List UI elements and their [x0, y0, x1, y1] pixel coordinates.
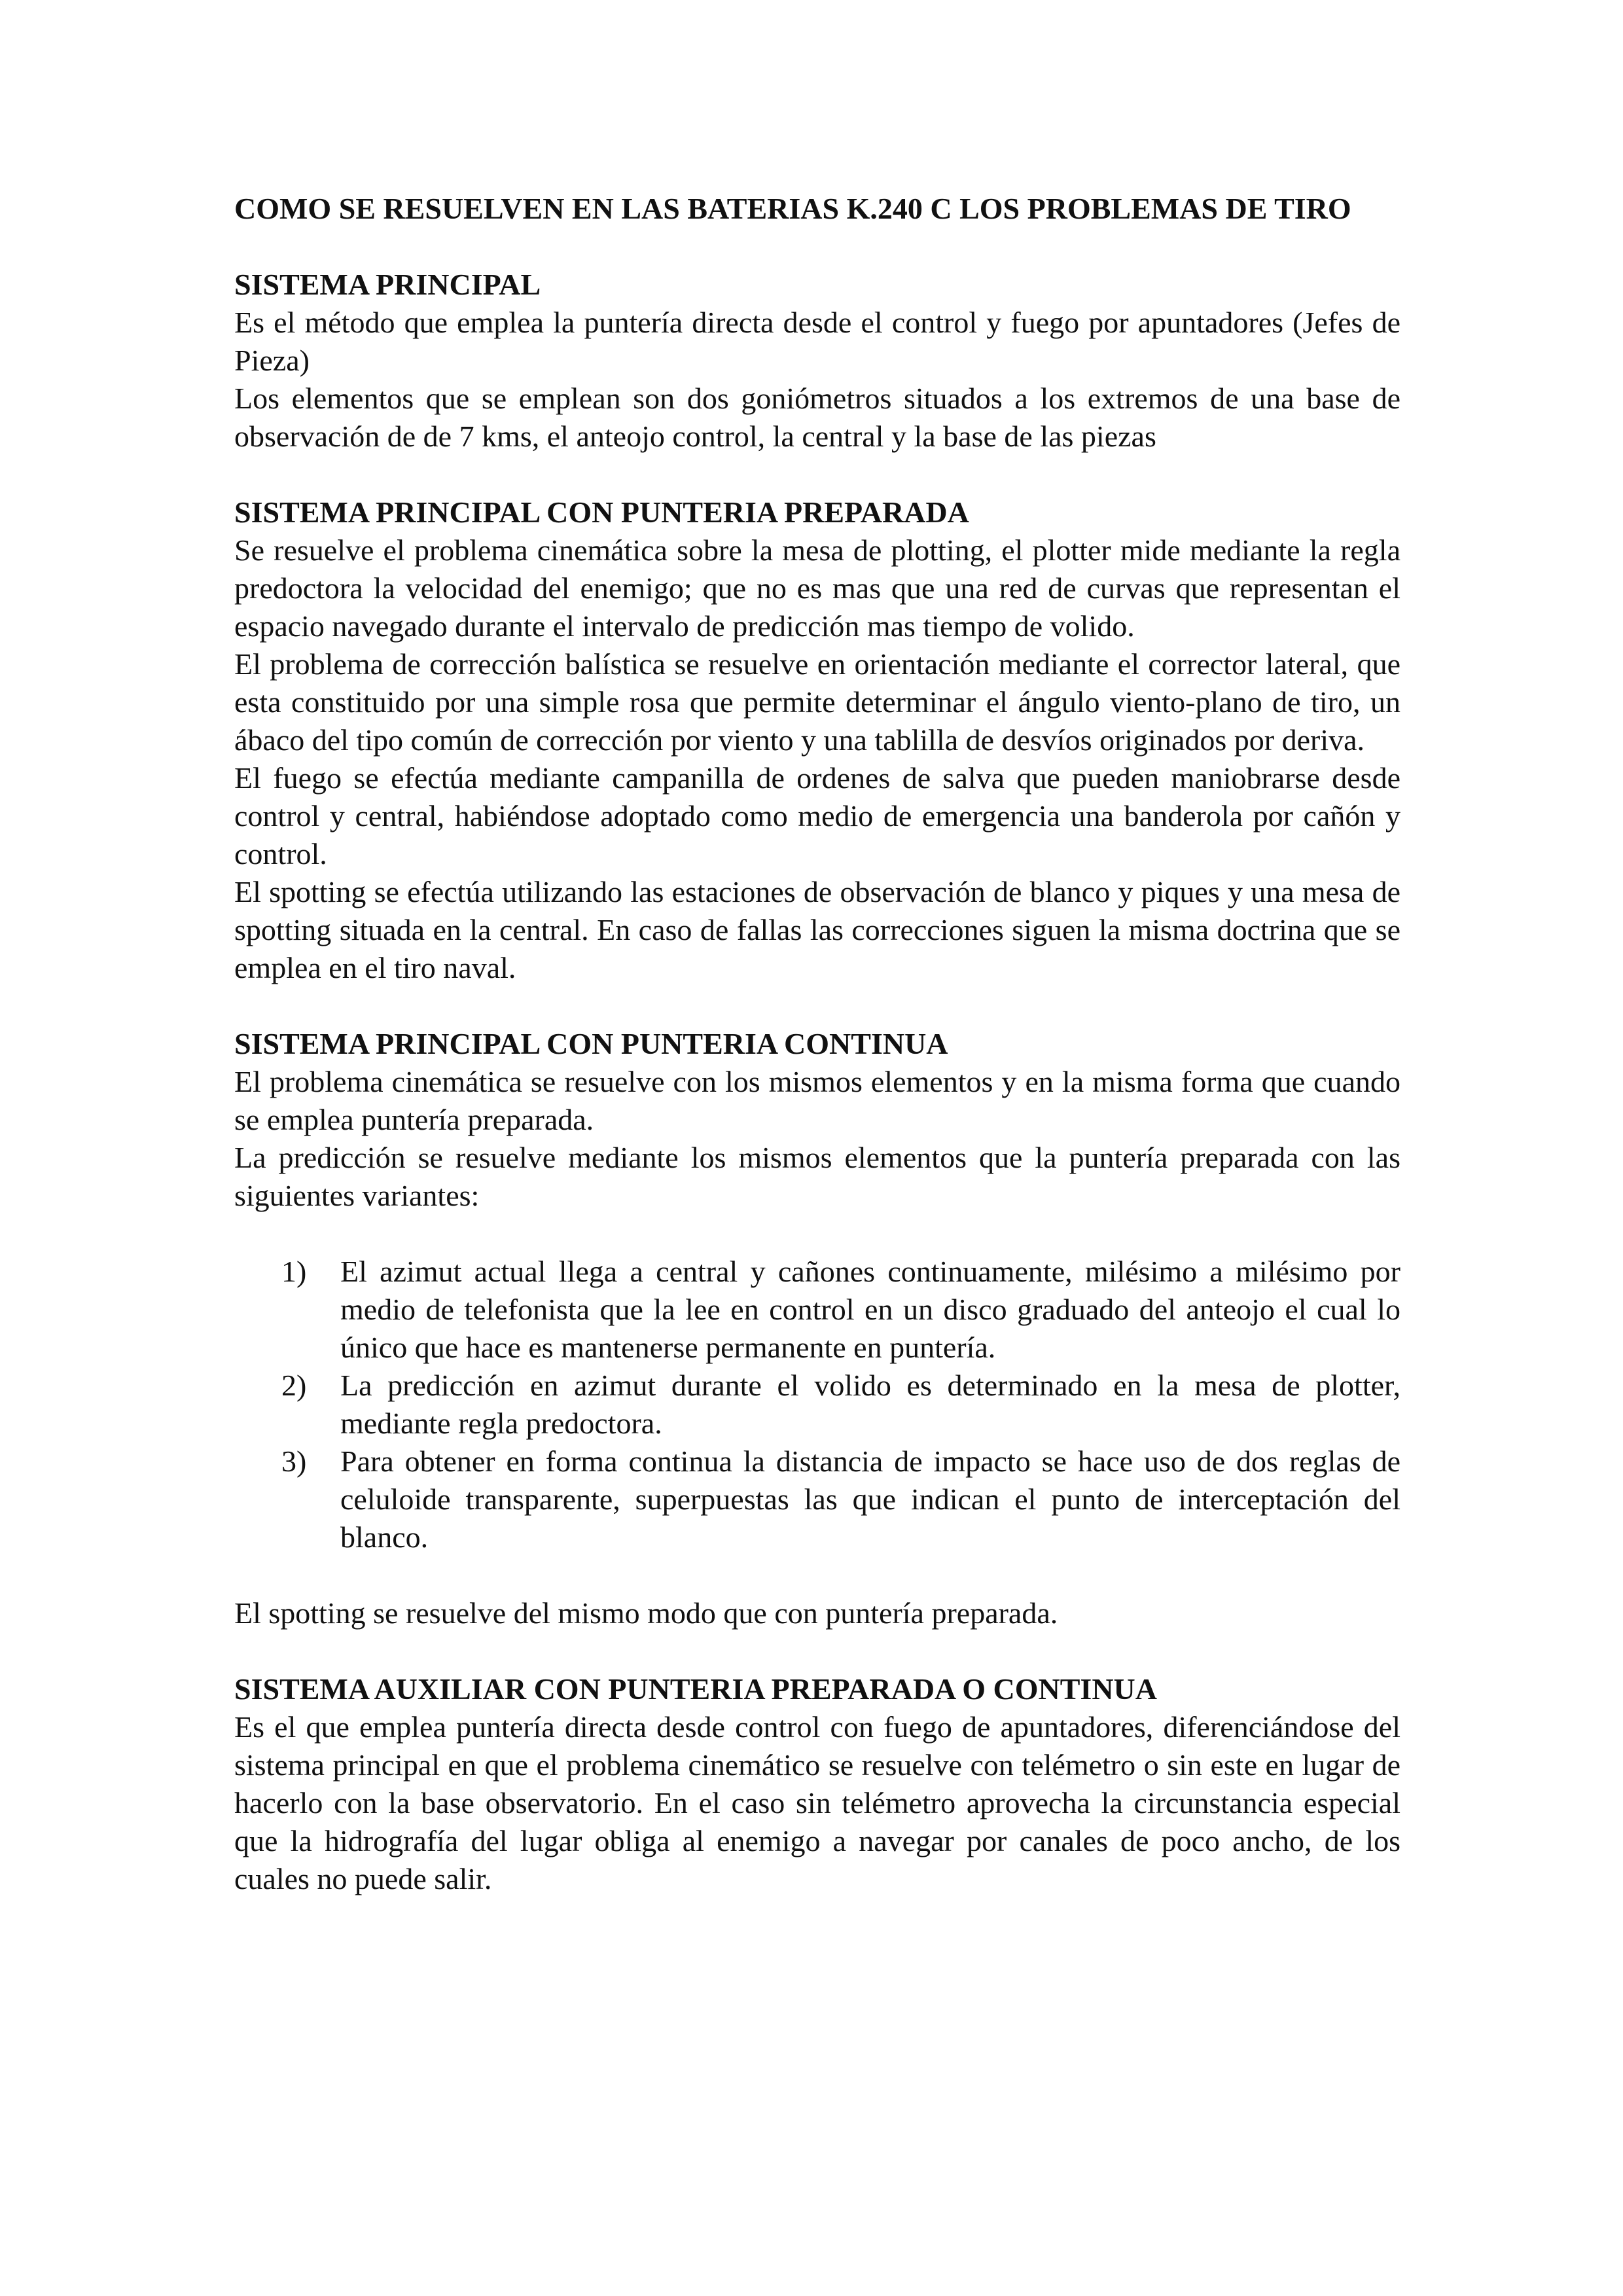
paragraph: Los elementos que se emplean son dos goniómetros situados a los extremos de una base de observación de de 7 kms, el anteojo control, la central y la base de las piezas	[234, 382, 1400, 453]
section-heading: SISTEMA PRINCIPAL CON PUNTERIA PREPARADA	[234, 495, 969, 529]
spacer	[234, 456, 1400, 493]
paragraph: La predicción se resuelve mediante los mismos elementos que la puntería preparada con las siguientes variantes:	[234, 1141, 1400, 1212]
list-item-text: El azimut actual llega a central y cañones continuamente, milésimo a milésimo por medio de telefonista que la lee en control en un disco graduado del anteojo el cual lo único que hace es mantenerse permanente en puntería.	[340, 1255, 1400, 1364]
spacer	[234, 1632, 1400, 1670]
paragraph: El problema cinemática se resuelve con los mismos elementos y en la misma forma que cuando se emplea puntería preparada.	[234, 1065, 1400, 1136]
spacer	[234, 987, 1400, 1025]
list-item	[281, 1253, 1400, 1367]
paragraph: Es el que emplea puntería directa desde control con fuego de apuntadores, diferenciándose del sistema principal en que el problema cinemático se resuelve con telémetro o sin este en lugar de hacerlo con la base observatorio. En el caso sin telémetro aprovecha la circunstancia especial que la hidrografía del lugar obliga al enemigo a navegar por canales de poco ancho, de los cuales no puede salir.	[234, 1710, 1400, 1895]
section-heading: SISTEMA PRINCIPAL CON PUNTERIA CONTINUA	[234, 1027, 948, 1060]
paragraph: El fuego se efectúa mediante campanilla de ordenes de salva que pueden maniobrarse desde control y central, habiéndose adoptado como medio de emergencia una banderola por cañón y control.	[234, 761, 1400, 870]
list-number: 2)	[281, 1369, 307, 1402]
spacer	[234, 1215, 1400, 1253]
spacer	[234, 1556, 1400, 1594]
section-heading: SISTEMA PRINCIPAL	[234, 268, 541, 301]
section-sistema-auxiliar	[234, 1670, 1400, 1898]
list-number: 1)	[281, 1255, 307, 1288]
paragraph: Es el método que emplea la puntería directa desde el control y fuego por apuntadores (Jefes de Pieza)	[234, 306, 1400, 377]
spacer	[234, 228, 1400, 266]
list-item-text: La predicción en azimut durante el volido es determinado en la mesa de plotter, mediante regla predoctora.	[340, 1369, 1400, 1440]
paragraph: El problema de corrección balística se resuelve en orientación mediante el corrector lateral, que esta constituido por una simple rosa que permite determinar el ángulo viento-plano de tiro, un ábaco del tipo común de corrección por viento y una tablilla de desvíos originados por deriva.	[234, 647, 1400, 757]
section-heading: SISTEMA AUXILIAR CON PUNTERIA PREPARADA O CONTINUA	[234, 1672, 1157, 1706]
section-punteria-preparada	[234, 493, 1400, 987]
paragraph: Se resuelve el problema cinemática sobre la mesa de plotting, el plotter mide mediante la regla predoctora la velocidad del enemigo; que no es mas que una red de curvas que representan el espacio navegado durante el intervalo de predicción mas tiempo de volido.	[234, 533, 1400, 643]
numbered-list	[234, 1253, 1400, 1556]
paragraph: El spotting se efectúa utilizando las estaciones de observación de blanco y piques y una mesa de spotting situada en la central. En caso de fallas las correcciones siguen la misma doctrina que se emplea en el tiro naval.	[234, 875, 1400, 984]
list-item	[281, 1443, 1400, 1556]
document-title: COMO SE RESUELVEN EN LAS BATERIAS K.240 C LOS PROBLEMAS DE TIRO	[234, 192, 1351, 225]
section-sistema-principal	[234, 266, 1400, 456]
list-item-text: Para obtener en forma continua la distancia de impacto se hace uso de dos reglas de celuloide transparente, superpuestas las que indican el punto de interceptación del blanco.	[340, 1444, 1400, 1554]
paragraph: El spotting se resuelve del mismo modo que con puntería preparada.	[234, 1596, 1058, 1630]
list-number: 3)	[281, 1444, 307, 1478]
section-punteria-continua	[234, 1025, 1400, 1632]
list-item	[281, 1367, 1400, 1443]
